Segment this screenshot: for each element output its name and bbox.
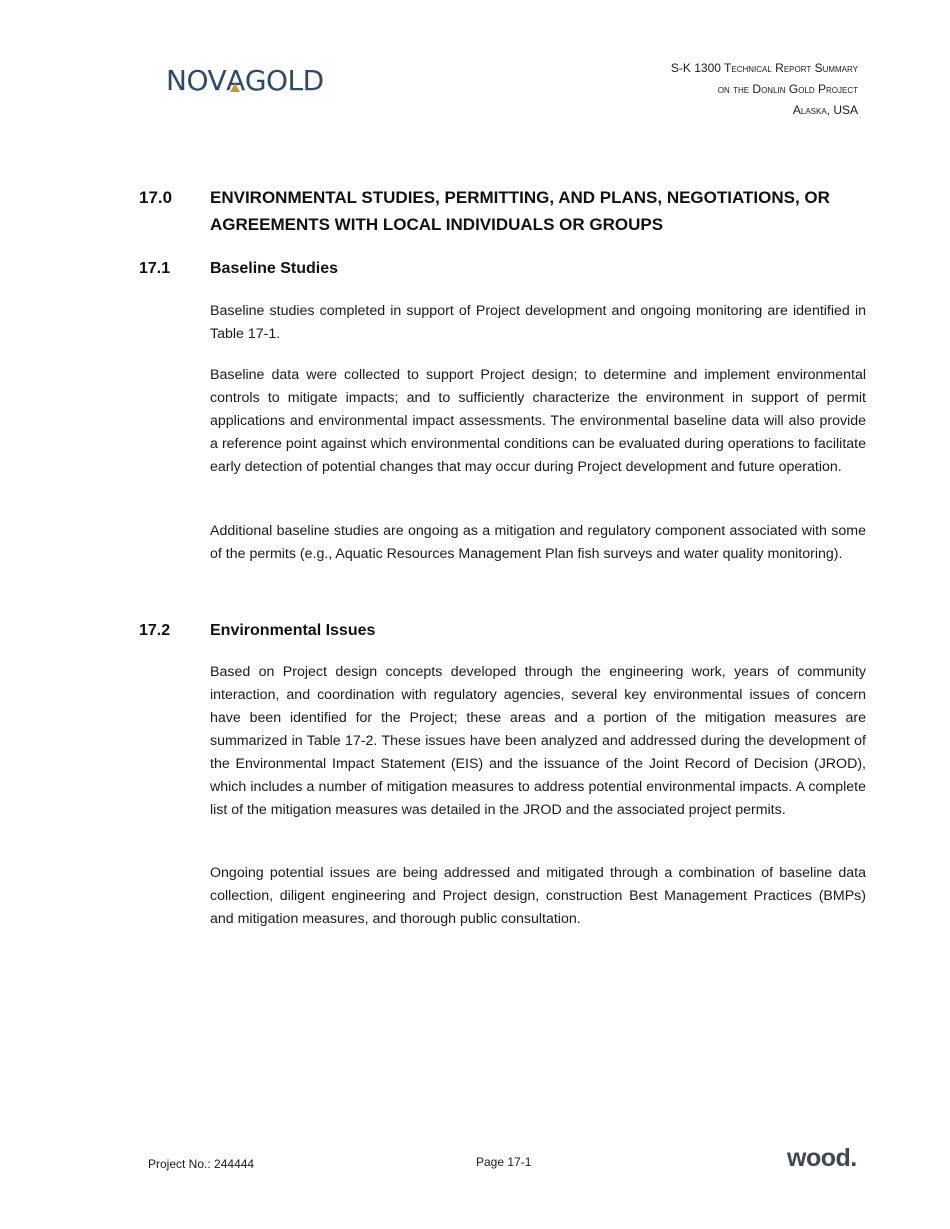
subsection-title: Environmental Issues	[210, 622, 376, 639]
paragraph: Ongoing potential issues are being addressed and mitigated through a combination of baseline data collection, diligent engineering and Project design, construction Best Management Practices (BMPs) and mitigation measures, and thorough public consultation.	[210, 865, 866, 927]
subsection-number: 17.2	[139, 622, 171, 639]
logo-triangle-icon	[230, 83, 240, 92]
section-title: ENVIRONMENTAL STUDIES, PERMITTING, AND PLANS, NEGOTIATIONS, OR AGREEMENTS WITH LOCAL INDIVIDUALS OR GROUPS	[210, 188, 830, 234]
subsection-heading-environmental-issues	[139, 619, 375, 643]
paragraph: Based on Project design concepts developed through the engineering work, years of community interaction, and coordination with regulatory agencies, several key environmental issues of concern have been identified for the Project; these areas and a portion of the mitigation measures are summarized in Table 17-2. These issues have been analyzed and addressed during the development of the Environmental Impact Statement (EIS) and the issuance of the Joint Record of Decision (JROD), which includes a number of mitigation measures to address potential environmental impacts. A complete list of the mitigation measures was detailed in the JROD and the associated project permits.	[210, 664, 866, 818]
report-header-line-1: S-K 1300 Technical Report Summary	[670, 61, 858, 75]
logo-wordmark: NOVA GOLD	[166, 64, 324, 97]
wood-logo: wood.	[787, 1144, 857, 1172]
footer-page-number: Page 17-1	[476, 1155, 532, 1169]
paragraph: Baseline data were collected to support Project design; to determine and implement environmental controls to mitigate impacts; and to sufficiently characterize the environment in support of permit applications and environmental impact assessments. The environmental baseline data will also provide a reference point against which environmental conditions can be evaluated during operations to facilitate early detection of potential changes that may occur during Project development and future operation.	[210, 367, 866, 475]
novagold-logo	[166, 64, 324, 98]
subsection-heading-baseline	[139, 257, 338, 281]
paragraph: Baseline studies completed in support of Project development and ongoing monitoring are identified in Table 17-1.	[210, 303, 866, 342]
section-number: 17.0	[139, 188, 173, 207]
footer-project-number: Project No.: 244444	[148, 1157, 255, 1171]
report-header-line-2: on the Donlin Gold Project	[717, 82, 858, 96]
report-header	[671, 58, 858, 121]
report-header-line-3: Alaska, USA	[792, 103, 858, 117]
subsection-number: 17.1	[139, 260, 171, 277]
paragraph: Additional baseline studies are ongoing as a mitigation and regulatory component associated with some of the permits (e.g., Aquatic Resources Management Plan fish surveys and water quality monitoring).	[210, 523, 866, 562]
subsection-title: Baseline Studies	[210, 260, 339, 277]
section-heading	[139, 184, 859, 238]
